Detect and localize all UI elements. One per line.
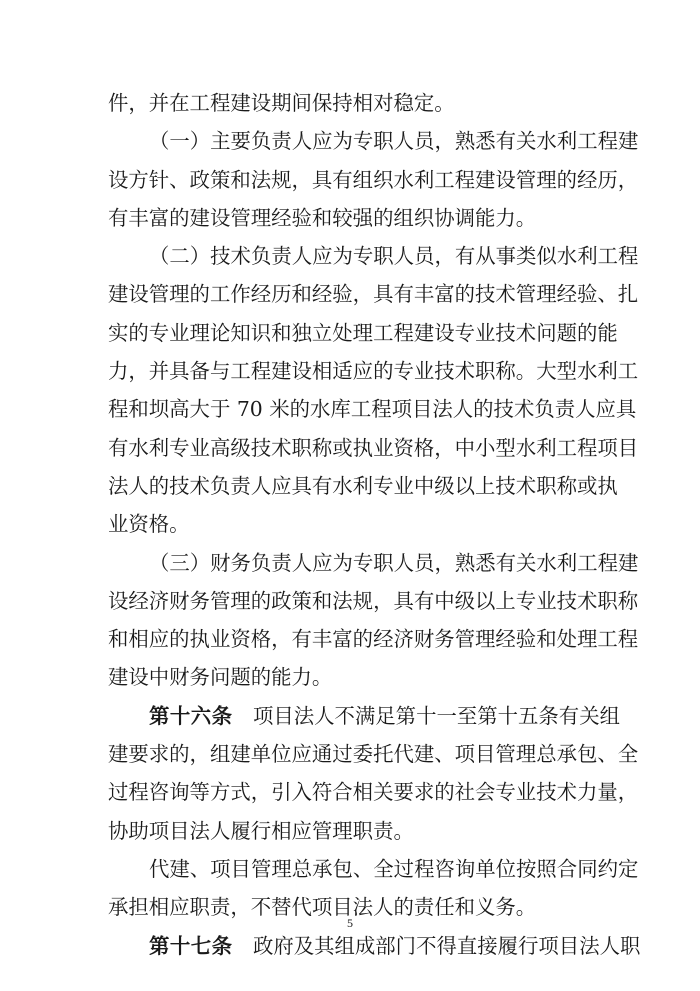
text-line xyxy=(108,237,639,275)
text-line xyxy=(108,505,608,543)
line-text: 建设管理的工作经历和经验，具有丰富的技术管理经验、扎 xyxy=(108,282,639,307)
line-text: 法人的技术负责人应具有水利专业中级以上技术职称或执 xyxy=(108,473,618,498)
text-line xyxy=(108,467,618,505)
line-text: 政府及其组成部门不得直接履行项目法人职 xyxy=(252,933,641,958)
line-text: 过程咨询等方式，引入符合相关要求的社会专业技术力量， xyxy=(108,780,639,805)
line-text: 设经济财务管理的政策和法规，具有中级以上专业技术职称 xyxy=(108,588,639,613)
text-line xyxy=(108,199,608,237)
line-text: （二）技术负责人应为专职人员，有从事类似水利工程 xyxy=(149,244,639,269)
text-line xyxy=(108,544,639,582)
text-line xyxy=(108,122,639,160)
line-text: 业资格。 xyxy=(108,512,190,537)
article-label: 第十七条 xyxy=(149,933,233,958)
line-text: 代建、项目管理总承包、全过程咨询单位按照合同约定 xyxy=(149,856,639,881)
line-text: 设方针、政策和法规，具有组织水利工程建设管理的经历， xyxy=(108,167,639,192)
text-line xyxy=(108,620,639,658)
text-line xyxy=(108,735,639,773)
article-label: 第十六条 xyxy=(149,703,233,728)
line-text: 建要求的，组建单位应通过委托代建、项目管理总承包、全 xyxy=(108,742,639,767)
body-text xyxy=(108,84,641,965)
text-line xyxy=(108,390,637,428)
line-text: 和相应的执业资格，有丰富的经济财务管理经验和处理工程 xyxy=(108,627,639,652)
line-text: 协助项目法人履行相应管理职责。 xyxy=(108,818,414,843)
line-text: 建设中财务问题的能力。 xyxy=(108,665,333,690)
text-line xyxy=(108,927,641,965)
text-line xyxy=(108,275,639,313)
text-line xyxy=(108,84,608,122)
text-line xyxy=(108,352,639,390)
line-text: 项目法人不满足第十一至第十五条有关组 xyxy=(252,703,620,728)
text-line xyxy=(108,697,620,735)
line-text: 承担相应职责，不替代项目法人的责任和义务。 xyxy=(108,895,537,920)
line-text: 有丰富的建设管理经验和较强的组织协调能力。 xyxy=(108,205,537,230)
line-text: 件，并在工程建设期间保持相对稳定。 xyxy=(108,91,455,115)
line-text: 实的专业理论知识和独立处理工程建设专业技术问题的能 xyxy=(108,320,618,345)
text-line xyxy=(108,773,639,811)
line-text: 程和坝高大于 70 米的水库工程项目法人的技术负责人应具 xyxy=(108,397,637,422)
page-number: 5 xyxy=(347,916,353,930)
line-text: 力，并具备与工程建设相适应的专业技术职称。大型水利工 xyxy=(108,359,639,384)
text-line xyxy=(108,812,608,850)
text-line xyxy=(108,161,639,199)
line-text: 有水利专业高级技术职称或执业资格，中小型水利工程项目 xyxy=(108,435,639,460)
text-line xyxy=(108,314,618,352)
text-line xyxy=(108,582,639,620)
text-line xyxy=(108,658,608,696)
line-text: （一）主要负责人应为专职人员，熟悉有关水利工程建 xyxy=(149,129,639,154)
text-line xyxy=(108,850,639,888)
text-line xyxy=(108,429,639,467)
line-text: （三）财务负责人应为专职人员，熟悉有关水利工程建 xyxy=(149,550,639,575)
